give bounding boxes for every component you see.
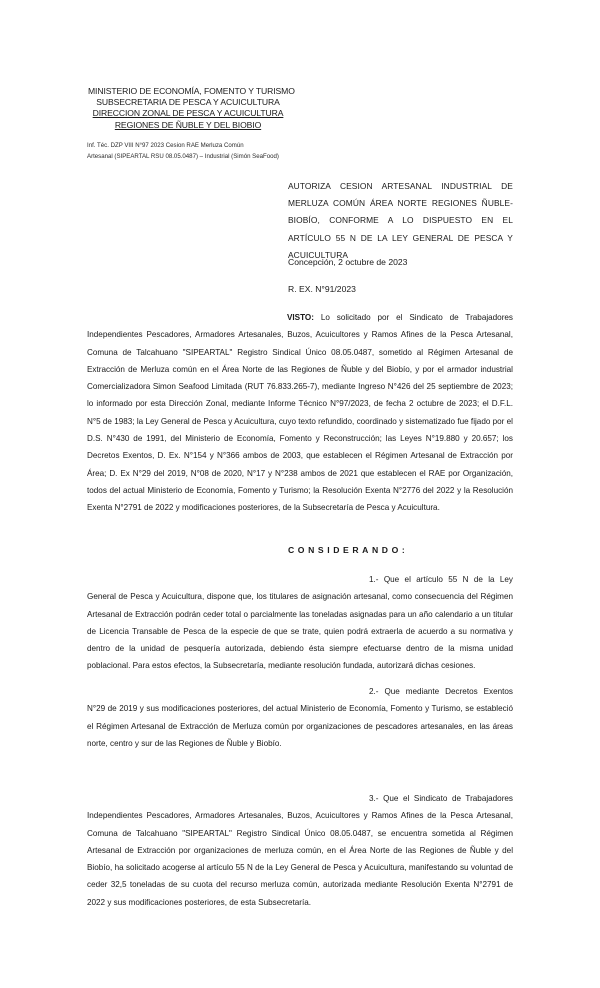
resolution-subject: AUTORIZA CESION ARTESANAL INDUSTRIAL DE MERLUZA COMÚN ÁREA NORTE REGIONES ÑUBLE-BIOBÍO, CONFORME A LO DISPUESTO EN EL ARTÍCULO 55 N DE LA LEY GENERAL DE PESCA Y ACUICULTURA [288, 181, 513, 260]
ministry-line: MINISTERIO DE ECONOMÍA, FOMENTO Y TURISMO [88, 86, 295, 96]
considerando-paragraph-2: 2.- Que mediante Decretos Exentos N°29 de 2019 y sus modificaciones posteriores, del actual Ministerio de Economía, Fomento y Turismo, se estableció el Régimen Artesanal de Extracción de Merluza común por organizaciones de pescadores artesanales, en las áreas norte, centro y sur de las Regiones de Ñuble y Biobío. [87, 687, 513, 748]
regiones-line: REGIONES DE ÑUBLE Y DEL BIOBIO [114, 119, 262, 130]
reference-line-2: Artesanal (SIPEARTAL RSU 08.05.0487) – Industrial (Simón SeaFood) [87, 152, 279, 160]
considerando-paragraph-1: 1.- Que el artículo 55 N de la Ley General de Pesca y Acuicultura, dispone que, los titulares de asignación artesanal, como consecuencia del Régimen Artesanal de Extracción podrán ceder total o parcialmente las toneladas asignadas para un año calendario a un titular de Licencia Transable de Pesca de la especie de que se trate, quien podrá extraerla de acuerdo a su normativa y dentro de la unidad de pesquería autorizada, debiendo ésta siempre efectuarse dentro de la misma unidad poblacional. Para estos efectos, la Subsecretaría, mediante resolución fundada, autorizará dichas cesiones. [87, 575, 513, 671]
reference-note [87, 141, 317, 162]
reference-line-1: Inf. Téc. DZP VIII N°97 2023 Cesion RAE Merluza Común [87, 142, 244, 149]
considerando-heading: CONSIDERANDO: [288, 545, 409, 555]
resolution-number: R. EX. N°91/2023 [288, 284, 356, 294]
visto-text: Lo solicitado por el Sindicato de Trabajadores Independientes Pescadores, Armadores Artesanales, Buzos, Acuicultores y Ramos Afines de la Pesca Artesanal, Comuna de Talcahuano "SIPEARTAL" Registro Sindical Único 08.05.0487, sometido al Régimen Artesanal de Extracción de Merluza común en el Área Norte de las Regiones de Ñuble y del Biobío, y por el armador industrial Comercializadora Simon Seafood Limitada (RUT 76.833.265-7), mediante Ingreso N°426 del 25 septiembre de 2023; lo informado por esta Dirección Zonal, mediante Informe Técnico N°97/2023, de fecha 2 octubre de 2023; el D.F.L. N°5 de 1983; la Ley General de Pesca y Acuicultura, cuyo texto refundido, coordinado y sistematizado fue fijado por el D.S. N°430 de 1991, del Ministerio de Economía, Fomento y Reconstrucción; las Leyes N°19.880 y 20.657; los Decretos Exentos, D. Ex. N°154 y N°366 ambos de 2003, que establecen el Régimen Artesanal de Extracción por Área; D. Ex N°29 del 2019, N°08 de 2020, N°17 y N°238 ambos de 2021 que establecen el RAE por Organización, todos del actual Ministerio de Economía, Fomento y Turismo; la Resolución Exenta N°2776 del 2022 y la Resolución Exenta N°2791 de 2022 y modificaciones posteriores, de la Subsecretaría de Pesca y Acuicultura. [87, 313, 513, 513]
direccion-zonal-line: DIRECCION ZONAL DE PESCA Y ACUICULTURA [92, 108, 284, 119]
considerando-paragraph-3: 3.- Que el Sindicato de Trabajadores Independientes Pescadores, Armadores Artesanales, Buzos, Acuicultores y Ramos Afines de la Pesca Artesanal, Comuna de Talcahuano "SIPEARTAL" Registro Sindical Único 08.05.0487, se encuentra sometida al Régimen Artesanal de Extracción por organizaciones de merluza común, en el Área Norte de las Regiones de Ñuble y del Biobío, ha solicitado acogerse al artículo 55 N de la Ley General de Pesca y Acuicultura, manifestando su voluntad de ceder 32,5 toneladas de su cuota del recurso merluza común, autorizada mediante Resolución Exenta N°2791 de 2022 y sus modificaciones posteriores, de esta Subsecretaría. [87, 794, 513, 907]
visto-label: VISTO: [287, 313, 314, 322]
issuer-header [88, 86, 295, 131]
visto-paragraph [87, 309, 513, 517]
subsecretaria-line: SUBSECRETARIA DE PESCA Y ACUICULTURA [96, 97, 280, 108]
resolution-date: Concepción, 2 octubre de 2023 [288, 257, 408, 267]
visto-section [87, 309, 513, 517]
